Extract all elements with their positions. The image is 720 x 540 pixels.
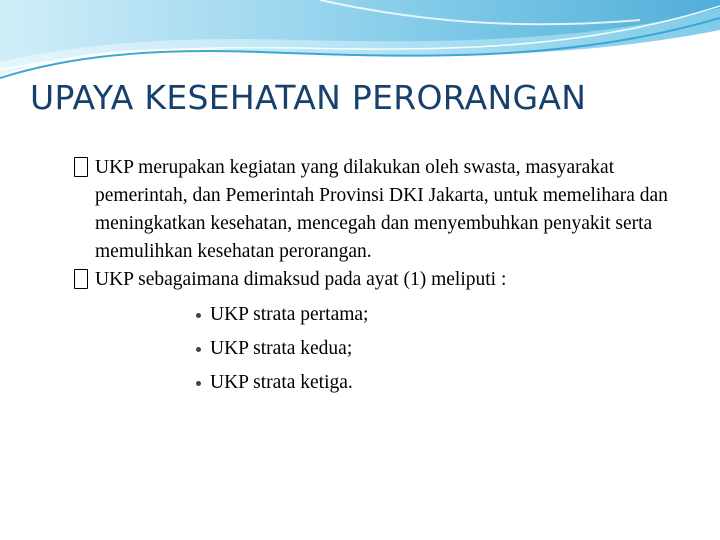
bullet-dot-icon (196, 313, 201, 318)
list-item-text: UKP strata kedua; (210, 338, 353, 359)
paragraph-text: UKP merupakan kegiatan yang dilakukan oleh swasta, masyarakat pemerintah, dan Pemerintah Provinsi DKI Jakarta, untuk memelihara dan meningkatkan kesehatan, mencegah dan menyembuhkan penyakit serta memulihkan kesehatan perorangan. (95, 157, 668, 262)
slide-title: UPAYA KESEHATAN PERORANGAN (30, 78, 587, 117)
list-item (192, 332, 694, 366)
paragraph-text: UKP sebagaimana dimaksud pada ayat (1) meliputi : (95, 269, 507, 290)
bullet-dot-icon (196, 347, 201, 352)
paragraph-ukp-definition (74, 154, 694, 266)
list-item (192, 366, 694, 400)
ukp-strata-list (74, 298, 694, 400)
list-item (192, 298, 694, 332)
paragraph-ukp-scope (74, 266, 694, 294)
list-item-text: UKP strata pertama; (210, 304, 369, 325)
slide-content (74, 154, 694, 400)
bullet-dot-icon (196, 381, 201, 386)
list-item-text: UKP strata ketiga. (210, 372, 353, 393)
missing-glyph-box-icon (74, 157, 88, 177)
missing-glyph-box-icon (74, 269, 88, 289)
